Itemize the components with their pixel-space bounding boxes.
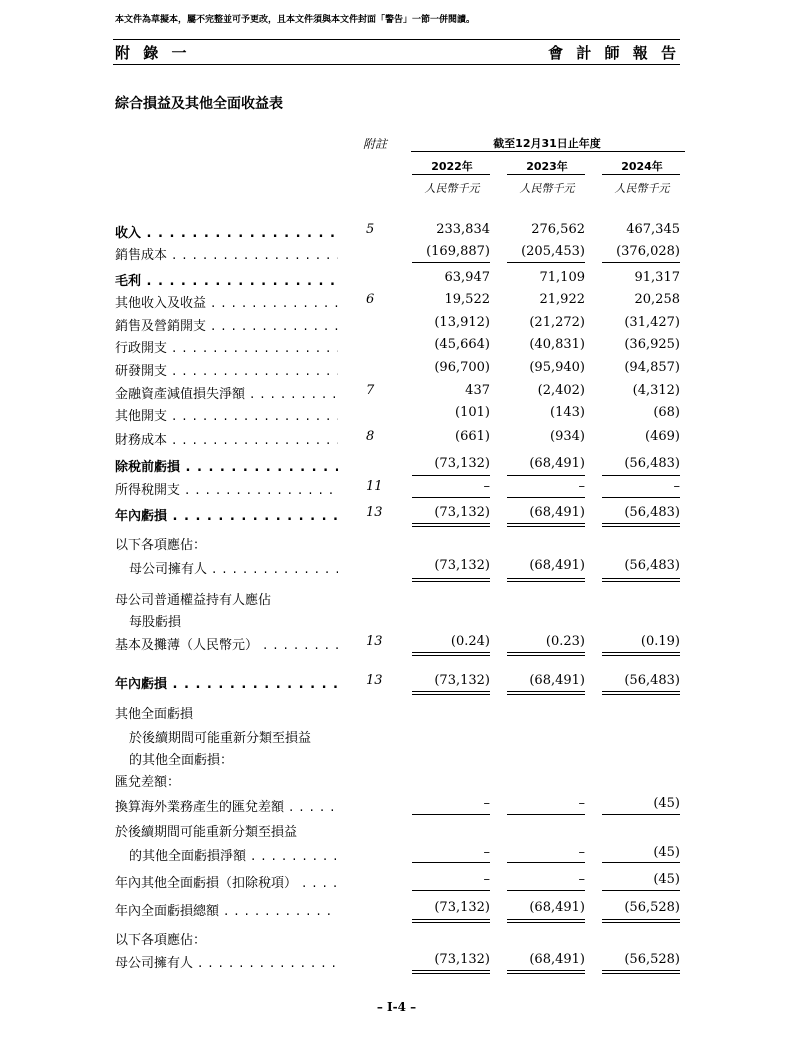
row-label: 年內虧損 . . . [115,673,338,692]
double-rule [602,970,680,974]
double-rule [602,578,680,582]
value-2022年: 233,834 [436,222,490,237]
single-rule [507,890,585,891]
value-2024年: (68) [653,405,680,420]
year-rule [602,174,680,175]
double-rule [412,652,490,656]
value-2024年: (36,925) [624,337,680,352]
value-2022年: (13,912) [434,315,490,330]
row-label: 其他開支 . . . [115,405,338,424]
value-2023年: – [578,845,585,860]
value-2022年: (73,132) [434,900,490,915]
single-rule [602,475,680,476]
year-rule [412,174,490,175]
single-rule [507,497,585,498]
value-2023年: 21,922 [539,292,585,307]
single-rule [507,862,585,863]
row-label: 財務成本 . . . [115,429,338,448]
note-ref: 13 [366,505,383,520]
double-rule [507,523,585,527]
row-label: 金融資產減值損失淨額 . . . [115,383,338,402]
period-header: 截至12月31日止年度 [493,137,601,150]
table-row [0,479,793,499]
row-label: 銷售及營銷開支 . . . [115,315,338,334]
row-label: 年內虧損 . . . [115,505,338,524]
table-row [0,589,793,609]
row-label: 其他全面虧損 [115,707,194,722]
value-2022年: (101) [455,405,490,420]
value-2024年: (31,427) [624,315,680,330]
table-row [0,315,793,335]
double-rule [507,970,585,974]
value-2022年: (96,700) [434,360,490,375]
value-2023年: (21,272) [529,315,585,330]
value-2023年: (205,453) [521,244,585,259]
value-2023年: (68,491) [529,952,585,967]
table-row [0,405,793,425]
page-number: – I-4 – [376,1000,417,1014]
double-rule [412,970,490,974]
value-2024年: (376,028) [616,244,680,259]
note-ref: 7 [366,383,375,398]
row-label: 於後續期間可能重新分類至損益 [115,825,298,840]
draft-notice: 本文件為草擬本，屬不完整並可予更改，且本文件須與本文件封面「警告」一節一併閱讀。 [115,15,476,25]
statement-title: 綜合損益及其他全面收益表 [115,96,283,112]
value-2022年: (73,132) [434,952,490,967]
value-2024年: (0.19) [640,634,680,649]
note-ref: 6 [366,292,375,307]
table-row [0,558,793,578]
value-2022年: 19,522 [444,292,490,307]
table-row [0,337,793,357]
value-2023年: – [578,479,585,494]
value-2024年: (45) [653,796,680,811]
row-label: 毛利 . . . [115,270,338,289]
value-2022年: (73,132) [434,558,490,573]
value-2023年: (68,491) [529,505,585,520]
table-row [0,821,793,841]
table-row [0,796,793,816]
row-label: 所得稅開支 . . . [115,479,338,498]
table-row [0,505,793,525]
value-2023年: (68,491) [529,456,585,471]
currency-unit-2022: 人民幣千元 [424,182,480,195]
row-label: 年內其他全面虧損（扣除稅項） . . . [115,872,338,891]
table-row [0,634,793,654]
single-rule [602,262,680,263]
single-rule [602,497,680,498]
double-rule [412,691,490,695]
year-2022-header: 2022年 [431,160,473,173]
year-2023-header: 2023年 [526,160,568,173]
value-2022年: 63,947 [444,270,490,285]
table-row [0,929,793,949]
value-2023年: (40,831) [529,337,585,352]
single-rule [412,814,490,815]
value-2024年: (56,483) [624,673,680,688]
double-rule [602,652,680,656]
value-2022年: (0.24) [450,634,490,649]
row-label: 基本及攤薄（人民幣元） . . . [115,634,338,653]
value-2024年: (56,483) [624,456,680,471]
table-row [0,727,793,747]
row-label: 除稅前虧損 . . . [115,456,338,475]
currency-unit-2024: 人民幣千元 [614,182,670,195]
row-label: 於後續期間可能重新分類至損益 [129,731,312,746]
table-row [0,611,793,631]
value-2024年: 91,317 [634,270,680,285]
table-row [0,673,793,693]
value-2024年: (56,528) [624,900,680,915]
row-label: 其他收入及收益 . . . [115,292,338,311]
row-label: 以下各項應佔： [115,538,207,553]
value-2022年: (661) [455,429,490,444]
single-rule [602,862,680,863]
value-2022年: (73,132) [434,673,490,688]
value-2022年: (73,132) [434,505,490,520]
table-row [0,872,793,892]
double-rule [602,523,680,527]
row-label: 收入 . . . [115,222,338,241]
value-2024年: (56,483) [624,505,680,520]
single-rule [602,814,680,815]
note-ref: 13 [366,673,383,688]
table-row [0,244,793,264]
table-row [0,270,793,290]
appendix-title: 附 錄 一 [115,44,191,62]
value-2022年: – [483,845,490,860]
table-row [0,292,793,312]
value-2023年: (0.23) [545,634,585,649]
notes-column-header: 附註 [363,137,388,151]
single-rule [412,497,490,498]
value-2023年: – [578,796,585,811]
value-2023年: (143) [550,405,585,420]
double-rule [602,919,680,923]
double-rule [412,523,490,527]
value-2022年: (169,887) [426,244,490,259]
double-rule [412,578,490,582]
row-label: 每股虧損 [129,615,182,630]
value-2023年: 276,562 [531,222,585,237]
table-row [0,534,793,554]
value-2024年: (94,857) [624,360,680,375]
value-2024年: (45) [653,872,680,887]
table-row [0,360,793,380]
year-2024-header: 2024年 [621,160,663,173]
value-2022年: 437 [465,383,490,398]
value-2023年: (934) [550,429,585,444]
single-rule [412,890,490,891]
double-rule [507,919,585,923]
table-row [0,456,793,476]
value-2022年: – [483,796,490,811]
value-2024年: 467,345 [626,222,680,237]
table-row [0,703,793,723]
table-row [0,222,793,242]
double-rule [507,691,585,695]
table-row [0,383,793,403]
double-rule [602,691,680,695]
row-label: 母公司擁有人 . . . [115,952,338,971]
single-rule [412,475,490,476]
row-label: 的其他全面虧損： [129,753,234,768]
value-2023年: (68,491) [529,673,585,688]
value-2024年: 20,258 [634,292,680,307]
row-label: 母公司擁有人 . . . [129,558,338,577]
single-rule [412,862,490,863]
value-2023年: (2,402) [537,383,585,398]
value-2022年: – [483,479,490,494]
value-2023年: (68,491) [529,900,585,915]
note-ref: 11 [366,479,383,494]
value-2022年: (45,664) [434,337,490,352]
value-2022年: – [483,872,490,887]
value-2022年: (73,132) [434,456,490,471]
table-row [0,429,793,449]
value-2023年: (68,491) [529,558,585,573]
table-row [0,771,793,791]
value-2023年: – [578,872,585,887]
value-2024年: (45) [653,845,680,860]
value-2024年: (56,528) [624,952,680,967]
double-rule [507,578,585,582]
header-rule-bottom [113,64,680,65]
row-label: 換算海外業務產生的匯兌差額 . . . [115,796,338,815]
note-ref: 5 [366,222,375,237]
value-2024年: (56,483) [624,558,680,573]
value-2024年: (4,312) [632,383,680,398]
header-rule-top [113,39,680,40]
currency-unit-2023: 人民幣千元 [519,182,575,195]
period-rule [411,151,685,152]
double-rule [412,919,490,923]
row-label: 以下各項應佔： [115,933,207,948]
year-rule [507,174,585,175]
row-label: 匯兌差額： [115,775,181,790]
single-rule [507,262,585,263]
table-row [0,952,793,972]
row-label: 的其他全面虧損淨額 . . . [129,845,338,864]
table-row [0,749,793,769]
single-rule [412,262,490,263]
row-label: 研發開支 . . . [115,360,338,379]
row-label: 母公司普通權益持有人應佔 [115,593,272,608]
value-2024年: (469) [645,429,680,444]
value-2023年: (95,940) [529,360,585,375]
report-title: 會 計 師 報 告 [548,44,680,62]
note-ref: 13 [366,634,383,649]
note-ref: 8 [366,429,375,444]
table-row [0,900,793,920]
value-2024年: – [673,479,680,494]
single-rule [507,475,585,476]
single-rule [507,814,585,815]
row-label: 銷售成本 . . . [115,244,338,263]
value-2023年: 71,109 [539,270,585,285]
single-rule [602,890,680,891]
row-label: 年內全面虧損總額 . . . [115,900,338,919]
double-rule [507,652,585,656]
row-label: 行政開支 . . . [115,337,338,356]
